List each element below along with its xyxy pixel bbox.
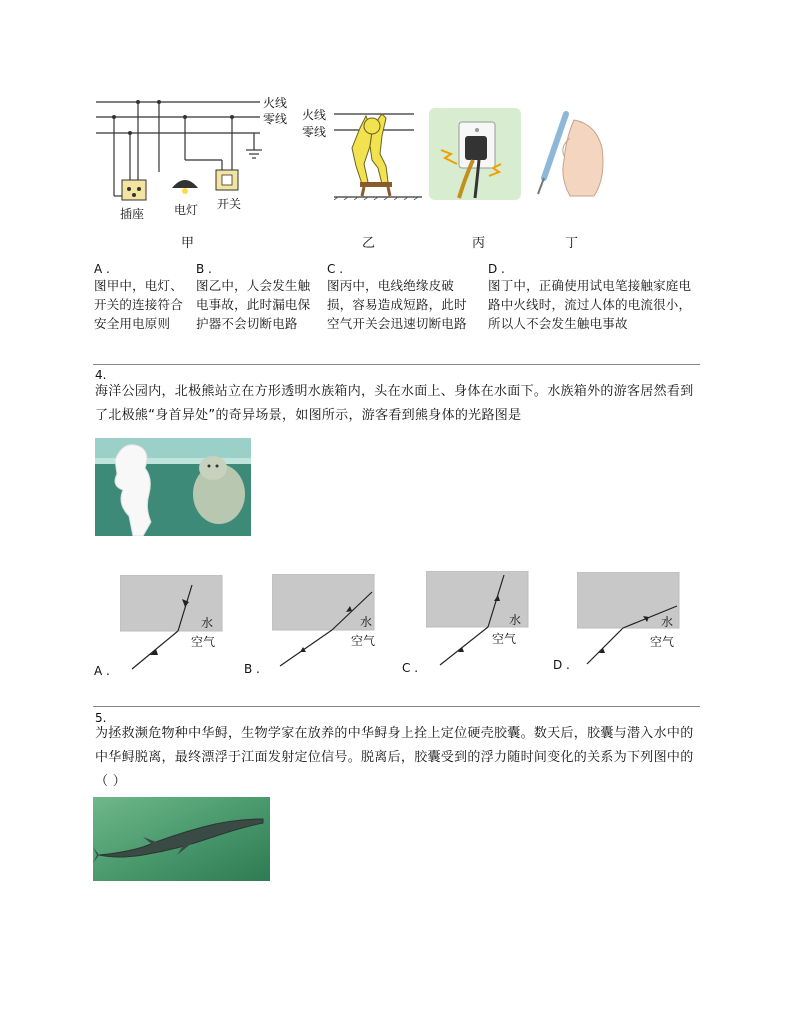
q3-option-a[interactable] bbox=[94, 262, 194, 333]
test-pen-figure bbox=[530, 108, 608, 200]
option-letter: C . bbox=[327, 262, 344, 276]
option-text: 图丙中，电线绝缘皮破损，容易造成短路，此时空气开关会迅速切断电路 bbox=[327, 278, 467, 331]
q4-text: 海洋公园内，北极熊站立在方形透明水族箱内，头在水面上、身体在水面下。水族箱外的游客居然看到了北极熊“身首异处”的奇异场景，如图所示，游客看到熊身体的光路图是 bbox=[95, 384, 694, 423]
label-air-a: 空气 bbox=[191, 635, 216, 649]
label-socket: 插座 bbox=[120, 207, 145, 221]
polar-bear-photo bbox=[95, 438, 251, 536]
q3-option-d[interactable] bbox=[488, 262, 702, 333]
divider bbox=[93, 706, 700, 707]
person-shock-figure bbox=[328, 104, 428, 200]
sturgeon-photo bbox=[93, 797, 270, 881]
label-switch: 开关 bbox=[217, 197, 242, 211]
option-text: 图丁中，正确使用试电笔接触家庭电路中火线时，流过人体的电流很小，所以人不会发生触电事故 bbox=[488, 278, 692, 331]
q5-number: 5. bbox=[95, 711, 107, 725]
caption-ding: 丁 bbox=[565, 236, 579, 251]
q4-option-c[interactable]: C . bbox=[402, 661, 419, 675]
q4-option-b[interactable]: B . bbox=[244, 662, 260, 676]
label-water-c: 水 bbox=[509, 613, 522, 627]
label-air-b: 空气 bbox=[351, 634, 376, 648]
q5-text: 为拯救濒危物种中华鲟，生物学家在放养的中华鲟身上拴上定位硬壳胶囊。数天后，胶囊与潜入水中的中华鲟脱离，最终漂浮于江面发射定位信号。脱离后，胶囊受到的浮力随时间变化的关系为下列图中的（ ） bbox=[95, 726, 694, 789]
label-air-c: 空气 bbox=[492, 632, 517, 646]
label-air-d: 空气 bbox=[650, 635, 675, 649]
caption-yi: 乙 bbox=[362, 236, 376, 251]
label-live-wire: 火线 bbox=[263, 96, 288, 110]
label-lamp: 电灯 bbox=[174, 203, 199, 217]
option-letter: D . bbox=[488, 262, 505, 276]
option-text: 图甲中，电灯、开关的连接符合安全用电原则 bbox=[94, 278, 183, 331]
q3-option-c[interactable] bbox=[327, 262, 479, 333]
caption-jia: 甲 bbox=[181, 236, 195, 251]
caption-bing: 丙 bbox=[472, 236, 486, 251]
damaged-plug-figure bbox=[429, 108, 521, 200]
q3-option-b[interactable] bbox=[196, 262, 320, 333]
label-neutral-wire-2: 零线 bbox=[302, 125, 327, 139]
label-water-d: 水 bbox=[661, 615, 674, 629]
option-text: 图乙中，人会发生触电事故，此时漏电保护器不会切断电路 bbox=[196, 278, 311, 331]
label-water-a: 水 bbox=[201, 616, 214, 630]
label-water-b: 水 bbox=[360, 615, 373, 629]
option-letter: A . bbox=[94, 262, 110, 276]
label-live-wire-2: 火线 bbox=[302, 108, 327, 122]
option-letter: B . bbox=[196, 262, 212, 276]
q4-option-a[interactable]: A . bbox=[94, 664, 110, 678]
label-neutral-wire: 零线 bbox=[263, 112, 288, 126]
divider bbox=[93, 364, 700, 365]
q4-option-d[interactable]: D . bbox=[553, 658, 570, 672]
q4-number: 4. bbox=[95, 368, 107, 382]
